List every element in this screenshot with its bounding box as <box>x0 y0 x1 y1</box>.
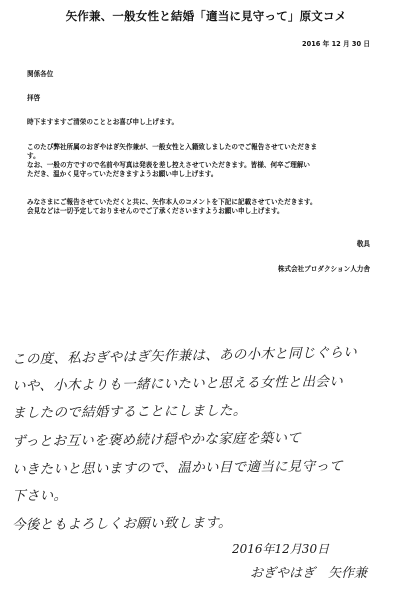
paragraph-line: 会見などは一切予定しておりませんのでご了承くださいますようお願い申し上げます。 <box>27 207 284 215</box>
letter-greeting: 拝啓 <box>27 94 41 102</box>
paragraph-line: す。 <box>27 152 40 160</box>
letter-date: 2016 年 12 月 30 日 <box>302 40 370 48</box>
handwritten-signature: おぎやはぎ 矢作兼 <box>250 566 368 581</box>
company-name: 株式会社プロダクション人力舎 <box>277 265 370 273</box>
paragraph-line: なお、一般の方ですので名前や写真は発表を差し控えさせていただきます。皆様、何卒ご理解い <box>27 161 311 169</box>
paragraph-line: 時下ますますご清栄のこととお喜び申し上げます。 <box>27 118 179 126</box>
letter-closing: 敬具 <box>356 240 370 248</box>
handwritten-date: 2016年12月30日 <box>232 542 330 556</box>
handwritten-line: いや、小木よりも一緒にいたいと思える女性と出会い <box>11 373 344 395</box>
paragraph-line: ただき、温かく見守っていただきますようお願い申し上げます。 <box>27 170 218 178</box>
article-headline: 矢作兼、一般女性と結婚「適当に見守って」原文コメ <box>65 9 347 23</box>
handwritten-line: いきたいと思いますので、温かい目で適当に見守って <box>11 458 344 478</box>
handwritten-line: 今後ともよろしくお願い致します。 <box>11 514 232 534</box>
handwritten-line: ましたので結婚することにしました。 <box>11 402 247 422</box>
paragraph-line: このたび弊社所属のおぎやはぎ矢作兼が、一般女性と入籍致しましたのでご報告させていただきま <box>27 143 318 151</box>
handwritten-line: この度、私おぎやはぎ矢作兼は、あの小木と同じぐらい <box>11 344 358 368</box>
letter-addressee: 関係各位 <box>27 70 54 78</box>
handwritten-line: 下さい。 <box>11 487 68 505</box>
handwritten-line: ずっとお互いを褒め続け穏やかな家庭を築いて <box>11 430 302 450</box>
paragraph-line: みなさまにご報告させていただくと共に、矢作本人のコメントを下記に記載させていただきます。 <box>27 198 317 206</box>
